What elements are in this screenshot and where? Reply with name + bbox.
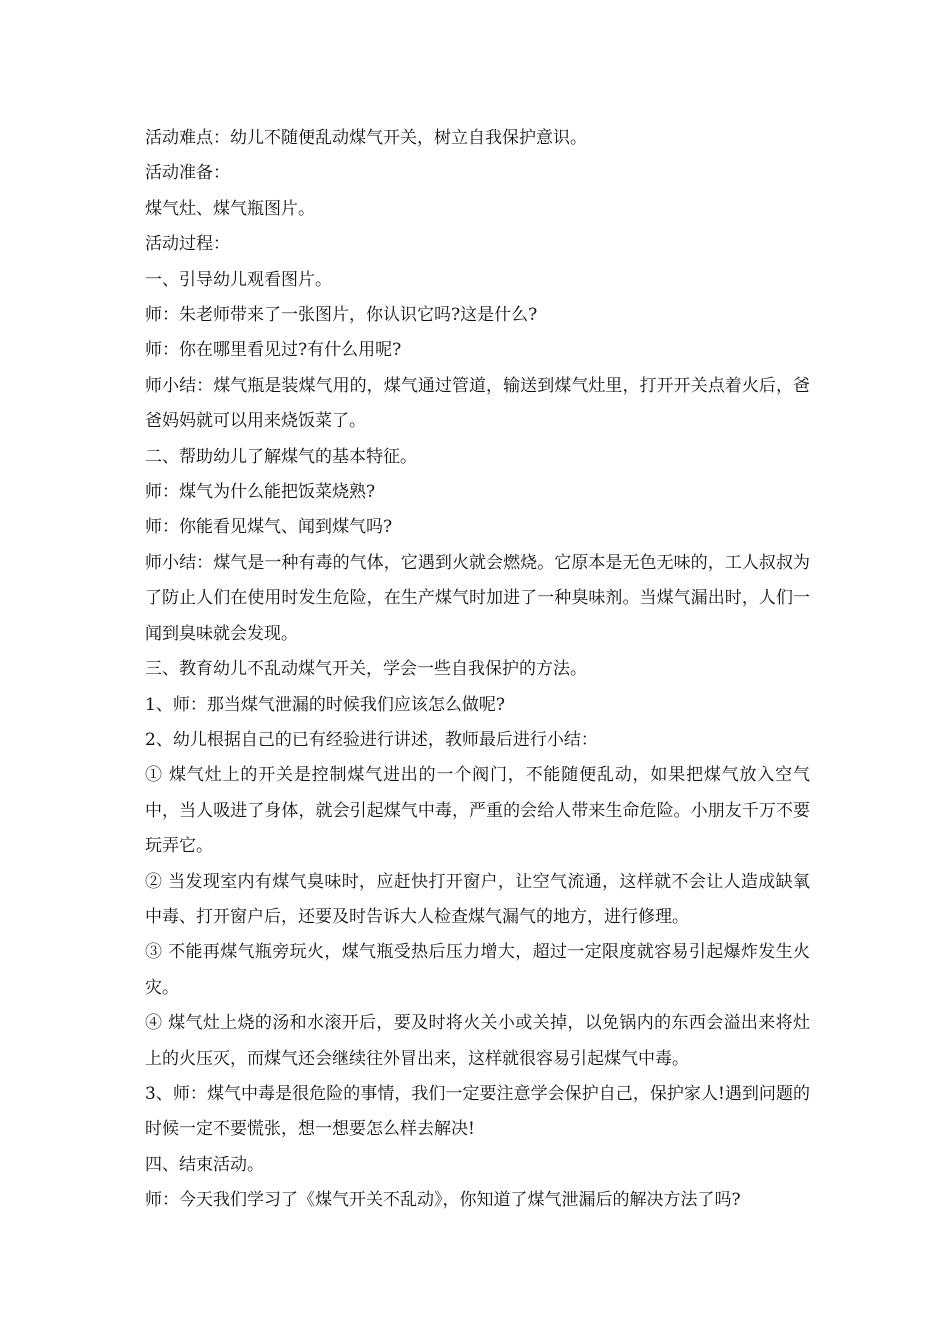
section-heading-3: 三、教育幼儿不乱动煤气开关，学会一些自我保护的方法。	[145, 659, 587, 680]
paragraph-teacher-summary-2: 师小结：煤气是一种有毒的气体，它遇到火就会燃烧。它原本是无色无味的，工人叔叔为了防止人们在使用时发生危险，在生产煤气时加进了一种臭味剂。当煤气漏出时，人们一闻到臭味就会发现。	[145, 552, 810, 644]
paragraph-closing: 师：今天我们学习了《煤气开关不乱动》，你知道了煤气泄漏后的解决方法了吗?	[145, 1190, 741, 1211]
paragraph-teacher-question-2: 师：你在哪里看见过?有什么用呢?	[145, 340, 402, 361]
paragraph-process-heading: 活动过程：	[145, 234, 230, 255]
paragraph-point-2: ② 当发现室内有煤气臭味时，应赶快打开窗户，让空气流通，这样就不会让人造成缺氧中毒、打开窗户后，还要及时告诉大人检查煤气漏气的地方，进行修理。	[145, 871, 810, 927]
paragraph-point-1: ① 煤气灶上的开关是控制煤气进出的一个阀门，不能随便乱动，如果把煤气放入空气中，当人吸进了身体，就会引起煤气中毒，严重的会给人带来生命危险。小朋友千万不要玩弄它。	[145, 765, 810, 857]
paragraph-difficulty: 活动难点：幼儿不随便乱动煤气开关，树立自我保护意识。	[145, 128, 587, 148]
section-heading-4: 四、结束活动。	[145, 1154, 264, 1175]
paragraph-teacher-question-4: 师：你能看见煤气、闻到煤气吗?	[145, 517, 393, 538]
paragraph-teacher-question-3: 师：煤气为什么能把饭菜烧熟?	[145, 482, 376, 503]
section-heading-2: 二、帮助幼儿了解煤气的基本特征。	[145, 446, 417, 467]
paragraph-teacher-summary-1: 师小结：煤气瓶是装煤气用的，煤气通过管道，输送到煤气灶里，打开开关点着火后，爸爸妈妈就可以用来烧饭菜了。	[145, 375, 810, 432]
document-body	[145, 121, 810, 1219]
paragraph-step-1: 1、师：那当煤气泄漏的时候我们应该怎么做呢?	[145, 694, 505, 715]
paragraph-preparation-items: 煤气灶、煤气瓶图片。	[145, 198, 315, 219]
paragraph-step-2: 2、幼儿根据自己的已有经验进行讲述，教师最后进行小结：	[145, 729, 598, 750]
paragraph-step-3: 3、师：煤气中毒是很危险的事情，我们一定要注意学会保护自己，保护家人!遇到问题的时候一定不要慌张，想一想要怎么样去解决!	[145, 1083, 810, 1140]
paragraph-teacher-question-1: 师：朱老师带来了一张图片，你认识它吗?这是什么?	[145, 305, 538, 326]
paragraph-point-3: ③ 不能再煤气瓶旁玩火，煤气瓶受热后压力增大，超过一定限度就容易引起爆炸发生火灾。	[145, 942, 810, 998]
section-heading-1: 一、引导幼儿观看图片。	[145, 269, 332, 290]
paragraph-point-4: ④ 煤气灶上烧的汤和水滚开后，要及时将火关小或关掉，以免锅内的东西会溢出来将灶上的火压灭，而煤气还会继续往外冒出来，这样就很容易引起煤气中毒。	[145, 1013, 810, 1069]
paragraph-preparation-heading: 活动准备：	[145, 163, 230, 184]
